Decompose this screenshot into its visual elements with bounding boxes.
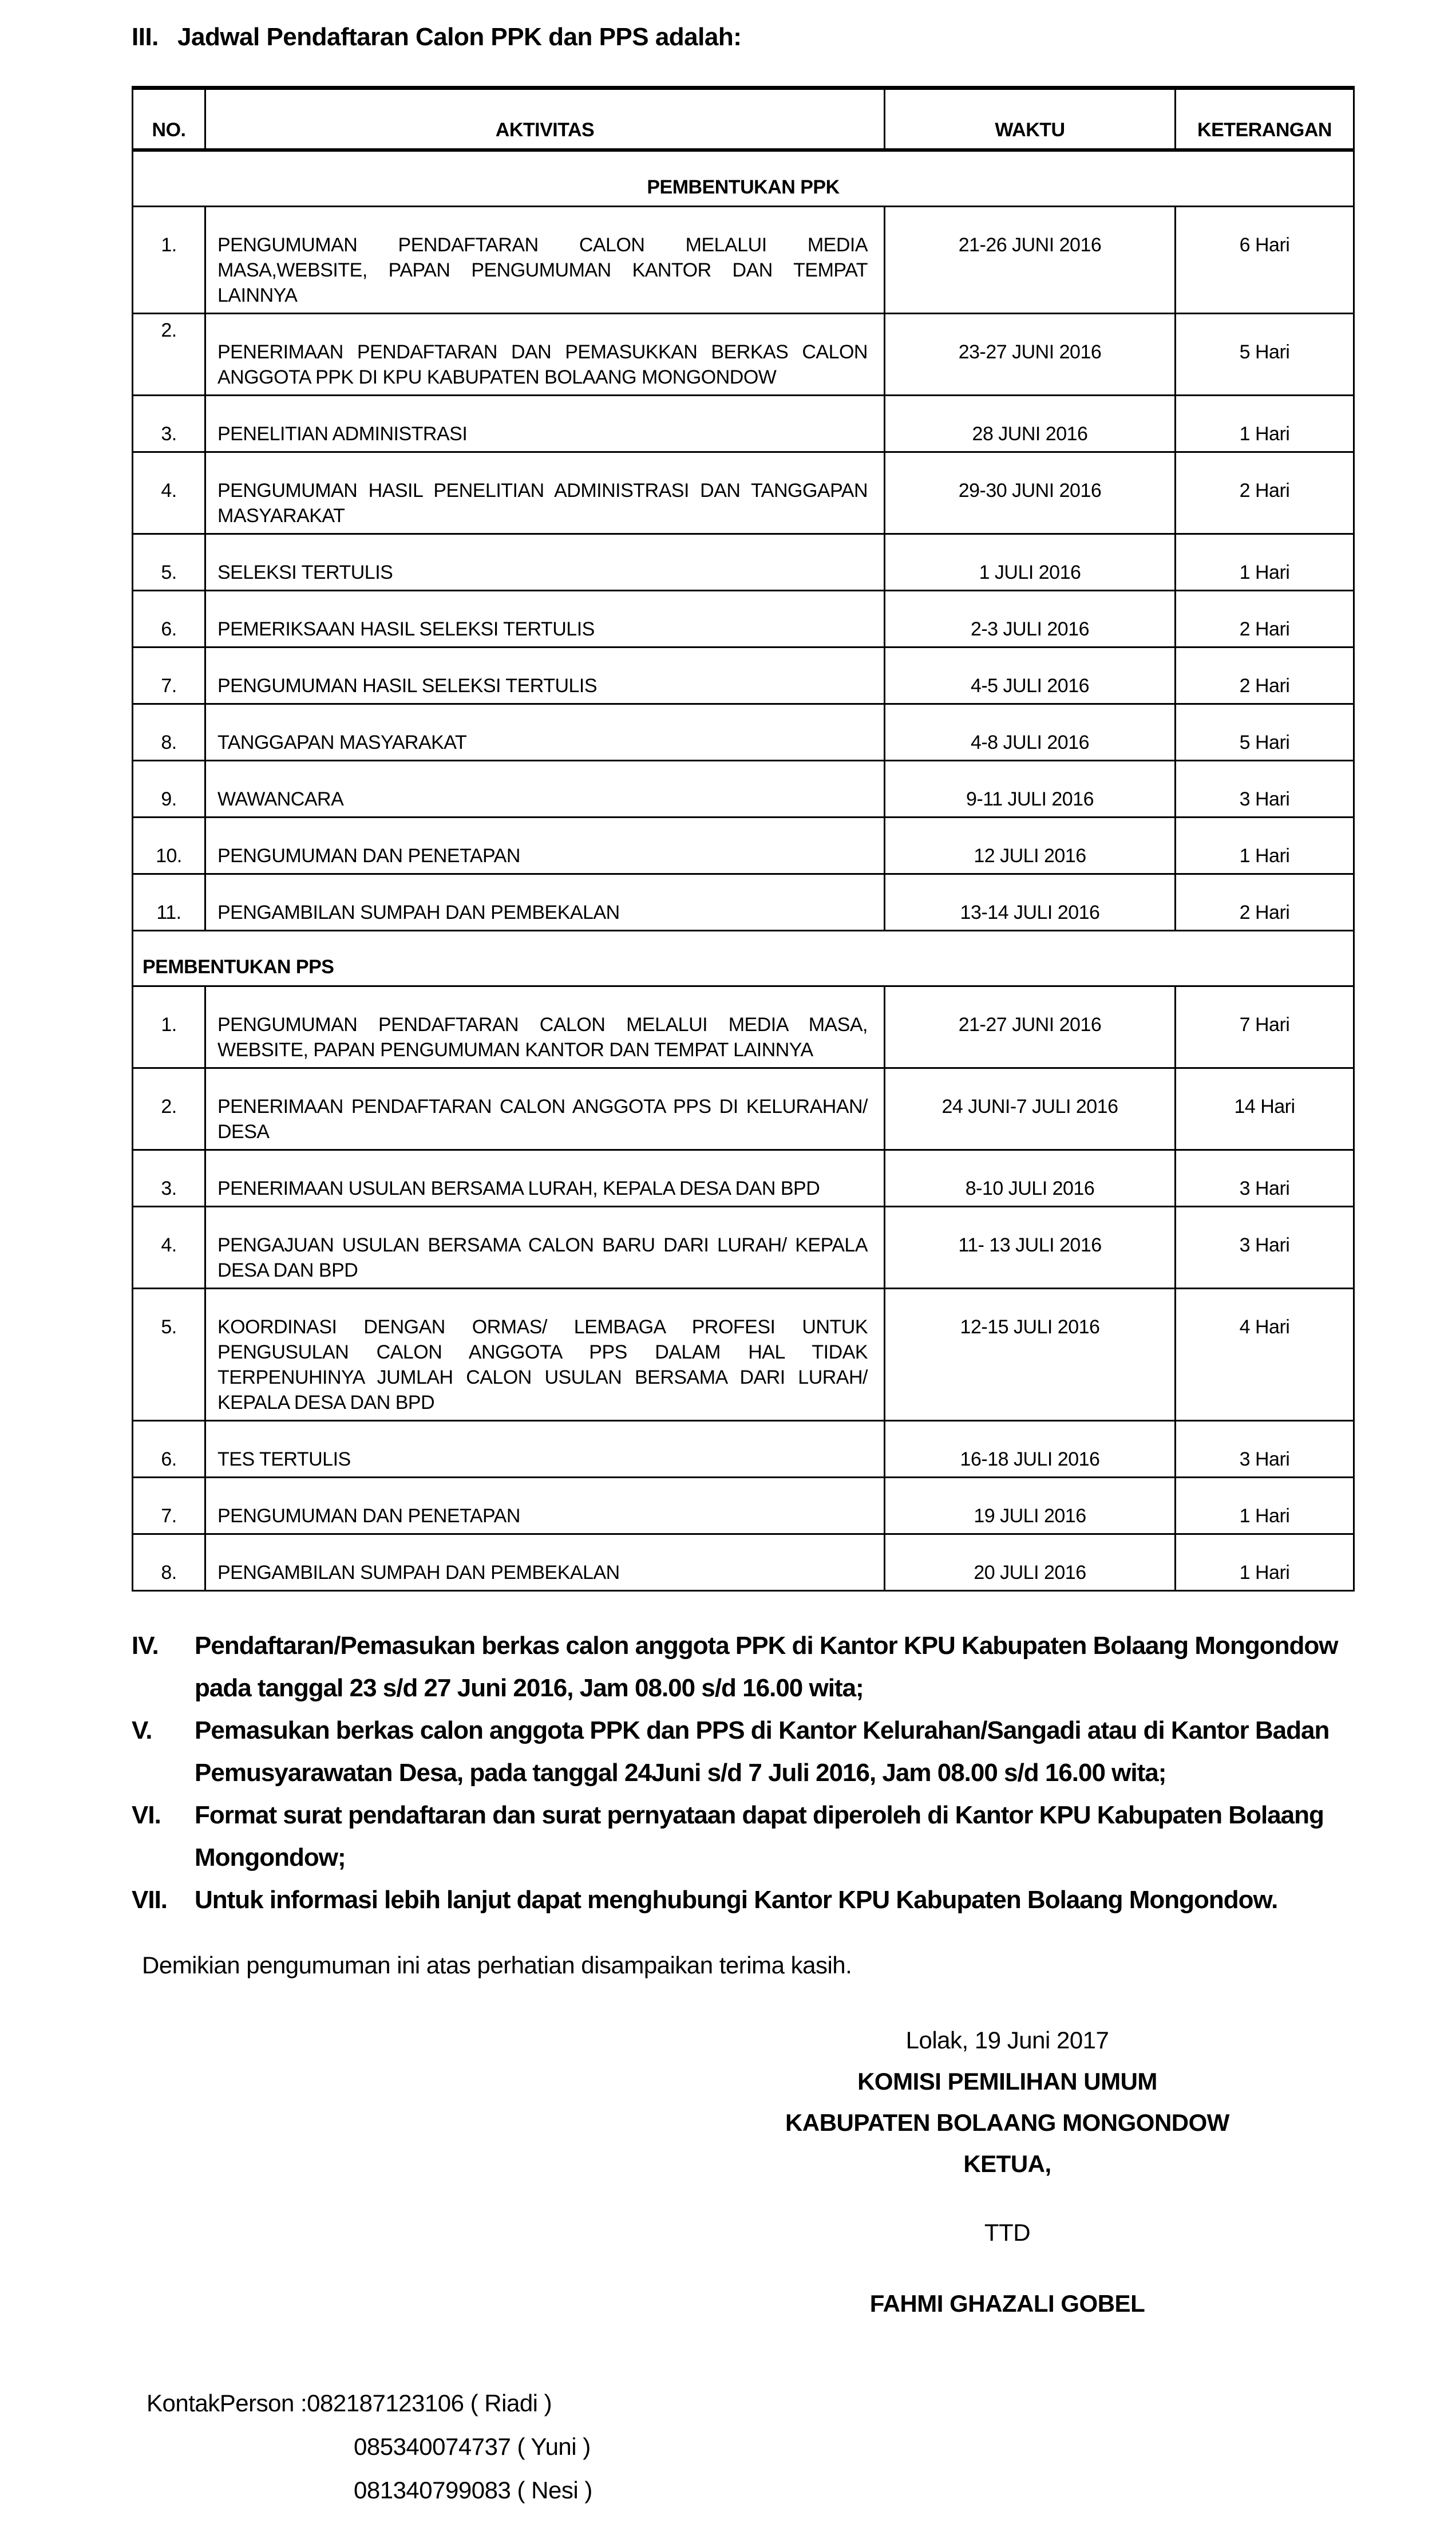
cell-aktivitas: SELEKSI TERTULIS	[205, 534, 885, 591]
cell-waktu: 28 JUNI 2016	[885, 396, 1176, 452]
contact-phone: 085340074737 ( Yuni )	[354, 2433, 591, 2460]
cell-no: 4.	[133, 452, 205, 534]
cell-aktivitas: TANGGAPAN MASYARAKAT	[205, 704, 885, 761]
cell-keterangan: 1 Hari	[1176, 1478, 1354, 1534]
section-row	[133, 931, 1354, 986]
cell-no: 11.	[133, 874, 205, 931]
cell-waktu: 12 JULI 2016	[885, 818, 1176, 874]
title-numeral: III.	[132, 23, 159, 51]
section-row	[133, 150, 1354, 207]
cell-waktu: 8-10 JULI 2016	[885, 1150, 1176, 1207]
title-text: Jadwal Pendaftaran Calon PPK dan PPS adalah:	[177, 23, 742, 51]
cell-no: 10.	[133, 818, 205, 874]
cell-waktu: 12-15 JULI 2016	[885, 1289, 1176, 1421]
cell-waktu: 4-5 JULI 2016	[885, 647, 1176, 704]
cell-waktu: 11- 13 JULI 2016	[885, 1207, 1176, 1289]
cell-keterangan: 1 Hari	[1176, 818, 1354, 874]
page-title	[132, 23, 1353, 52]
cell-aktivitas: PENERIMAAN USULAN BERSAMA LURAH, KEPALA DESA DAN BPD	[205, 1150, 885, 1207]
table-row	[133, 1289, 1354, 1421]
table-row	[133, 534, 1354, 591]
cell-keterangan: 2 Hari	[1176, 452, 1354, 534]
cell-no: 2.	[133, 1068, 205, 1150]
cell-waktu: 21-26 JUNI 2016	[885, 207, 1176, 314]
section-label: PEMBENTUKAN PPK	[133, 150, 1354, 207]
cell-aktivitas: PENERIMAAN PENDAFTARAN DAN PEMASUKKAN BERKAS CALON ANGGOTA PPK DI KPU KABUPATEN BOLAANG MONGONDOW	[205, 314, 885, 396]
cell-no: 1.	[133, 207, 205, 314]
header-keterangan: KETERANGAN	[1176, 88, 1354, 151]
table-row	[133, 1150, 1354, 1207]
cell-aktivitas: PEMERIKSAAN HASIL SELEKSI TERTULIS	[205, 591, 885, 647]
signature-place-date: Lolak, 19 Juni 2017	[905, 2027, 1109, 2054]
cell-waktu: 2-3 JULI 2016	[885, 591, 1176, 647]
table-row	[133, 818, 1354, 874]
table-row	[133, 314, 1354, 396]
cell-aktivitas: PENGUMUMAN DAN PENETAPAN	[205, 818, 885, 874]
note-label: VI.	[132, 1801, 161, 1829]
cell-aktivitas: PENGUMUMAN PENDAFTARAN CALON MELALUI MEDIA MASA, WEBSITE, PAPAN PENGUMUMAN KANTOR DAN TEMPAT LAINNYA	[205, 986, 885, 1068]
cell-no: 8.	[133, 1534, 205, 1591]
cell-no: 9.	[133, 761, 205, 818]
schedule-table	[132, 86, 1355, 1592]
header-aktivitas: AKTIVITAS	[205, 88, 885, 151]
contact-phone: 081340799083 ( Nesi )	[354, 2477, 592, 2504]
cell-waktu: 21-27 JUNI 2016	[885, 986, 1176, 1068]
cell-waktu: 1 JULI 2016	[885, 534, 1176, 591]
cell-waktu: 4-8 JULI 2016	[885, 704, 1176, 761]
table-row	[133, 704, 1354, 761]
header-waktu: WAKTU	[885, 88, 1176, 151]
cell-aktivitas: PENGAJUAN USULAN BERSAMA CALON BARU DARI LURAH/ KEPALA DESA DAN BPD	[205, 1207, 885, 1289]
table-row	[133, 1068, 1354, 1150]
cell-aktivitas: PENGUMUMAN DAN PENETAPAN	[205, 1478, 885, 1534]
signature-name: FAHMI GHAZALI GOBEL	[869, 2290, 1145, 2317]
table-row	[133, 1207, 1354, 1289]
cell-aktivitas: PENERIMAAN PENDAFTARAN CALON ANGGOTA PPS DI KELURAHAN/ DESA	[205, 1068, 885, 1150]
cell-no: 7.	[133, 1478, 205, 1534]
cell-no: 6.	[133, 1421, 205, 1478]
cell-waktu: 9-11 JULI 2016	[885, 761, 1176, 818]
table-row	[133, 761, 1354, 818]
cell-aktivitas: TES TERTULIS	[205, 1421, 885, 1478]
signature-block	[670, 2020, 1345, 2324]
table-row	[133, 396, 1354, 452]
signature-ttd: TTD	[984, 2219, 1031, 2246]
table-row	[133, 591, 1354, 647]
section-label: PEMBENTUKAN PPS	[133, 931, 1354, 986]
cell-waktu: 24 JUNI-7 JULI 2016	[885, 1068, 1176, 1150]
cell-aktivitas: PENGAMBILAN SUMPAH DAN PEMBEKALAN	[205, 874, 885, 931]
cell-keterangan: 5 Hari	[1176, 314, 1354, 396]
note-label: IV.	[132, 1632, 159, 1660]
cell-keterangan: 14 Hari	[1176, 1068, 1354, 1150]
signature-role: KETUA,	[963, 2150, 1051, 2177]
note-text: Untuk informasi lebih lanjut dapat menghubungi Kantor KPU Kabupaten Bolaang Mongondow.	[195, 1886, 1278, 1914]
cell-waktu: 20 JULI 2016	[885, 1534, 1176, 1591]
cell-aktivitas: WAWANCARA	[205, 761, 885, 818]
cell-aktivitas: PENELITIAN ADMINISTRASI	[205, 396, 885, 452]
table-row	[133, 986, 1354, 1068]
note-text: Pendaftaran/Pemasukan berkas calon anggota PPK di Kantor KPU Kabupaten Bolaang Mongondow pada tanggal 23 s/d 27 Juni 2016, Jam 08.00 s/d 16.00 wita;	[195, 1632, 1338, 1702]
closing-text: Demikian pengumuman ini atas perhatian disampaikan terima kasih.	[142, 1952, 852, 1979]
table-row	[133, 874, 1354, 931]
cell-no: 8.	[133, 704, 205, 761]
contact-line	[147, 2382, 1353, 2425]
cell-keterangan: 3 Hari	[1176, 1207, 1354, 1289]
cell-keterangan: 3 Hari	[1176, 761, 1354, 818]
signature-org-line2: KABUPATEN BOLAANG MONGONDOW	[785, 2109, 1229, 2136]
cell-waktu: 29-30 JUNI 2016	[885, 452, 1176, 534]
note-item	[132, 1794, 1339, 1879]
cell-no: 3.	[133, 1150, 205, 1207]
cell-no: 4.	[133, 1207, 205, 1289]
cell-keterangan: 2 Hari	[1176, 647, 1354, 704]
cell-keterangan: 1 Hari	[1176, 534, 1354, 591]
contact-block	[132, 2382, 1353, 2512]
note-item	[132, 1709, 1339, 1794]
cell-no: 1.	[133, 986, 205, 1068]
header-no: NO.	[133, 88, 205, 151]
note-item	[132, 1625, 1339, 1709]
note-item	[132, 1879, 1339, 1921]
cell-no: 3.	[133, 396, 205, 452]
cell-waktu: 16-18 JULI 2016	[885, 1421, 1176, 1478]
cell-no: 5.	[133, 534, 205, 591]
cell-keterangan: 1 Hari	[1176, 1534, 1354, 1591]
cell-aktivitas: PENGUMUMAN PENDAFTARAN CALON MELALUI MEDIA MASA,WEBSITE, PAPAN PENGUMUMAN KANTOR DAN TEMPAT LAINNYA	[205, 207, 885, 314]
cell-waktu: 13-14 JULI 2016	[885, 874, 1176, 931]
table-row	[133, 207, 1354, 314]
cell-keterangan: 3 Hari	[1176, 1150, 1354, 1207]
contact-phone: 082187123106 ( Riadi )	[307, 2390, 552, 2416]
cell-waktu: 23-27 JUNI 2016	[885, 314, 1176, 396]
table-header-row	[133, 88, 1354, 151]
table-row	[133, 1478, 1354, 1534]
cell-keterangan: 2 Hari	[1176, 874, 1354, 931]
cell-aktivitas: PENGUMUMAN HASIL PENELITIAN ADMINISTRASI DAN TANGGAPAN MASYARAKAT	[205, 452, 885, 534]
cell-keterangan: 6 Hari	[1176, 207, 1354, 314]
cell-no: 5.	[133, 1289, 205, 1421]
cell-keterangan: 1 Hari	[1176, 396, 1354, 452]
signature-org-line1: KOMISI PEMILIHAN UMUM	[857, 2068, 1157, 2095]
table-row	[133, 1534, 1354, 1591]
note-text: Pemasukan berkas calon anggota PPK dan PPS di Kantor Kelurahan/Sangadi atau di Kantor Badan Pemusyarawatan Desa, pada tanggal 24Juni s/d 7 Juli 2016, Jam 08.00 s/d 16.00 wita;	[195, 1716, 1330, 1787]
cell-no: 6.	[133, 591, 205, 647]
table-row	[133, 452, 1354, 534]
cell-aktivitas: PENGAMBILAN SUMPAH DAN PEMBEKALAN	[205, 1534, 885, 1591]
cell-no: 2.	[133, 314, 205, 396]
table-row	[133, 647, 1354, 704]
cell-keterangan: 4 Hari	[1176, 1289, 1354, 1421]
cell-keterangan: 5 Hari	[1176, 704, 1354, 761]
contact-label: KontakPerson :	[147, 2390, 307, 2416]
cell-keterangan: 7 Hari	[1176, 986, 1354, 1068]
cell-keterangan: 3 Hari	[1176, 1421, 1354, 1478]
table-row	[133, 1421, 1354, 1478]
cell-no: 7.	[133, 647, 205, 704]
cell-keterangan: 2 Hari	[1176, 591, 1354, 647]
note-label: V.	[132, 1716, 152, 1744]
cell-waktu: 19 JULI 2016	[885, 1478, 1176, 1534]
cell-aktivitas: KOORDINASI DENGAN ORMAS/ LEMBAGA PROFESI UNTUK PENGUSULAN CALON ANGGOTA PPS DALAM HAL TIDAK TERPENUHINYA JUMLAH CALON USULAN BERSAMA DARI LURAH/ KEPALA DESA DAN BPD	[205, 1289, 885, 1421]
note-label: VII.	[132, 1886, 168, 1914]
notes-list	[132, 1625, 1339, 1921]
note-text: Format surat pendaftaran dan surat pernyataan dapat diperoleh di Kantor KPU Kabupaten Bolaang Mongondow;	[195, 1801, 1324, 1871]
cell-aktivitas: PENGUMUMAN HASIL SELEKSI TERTULIS	[205, 647, 885, 704]
